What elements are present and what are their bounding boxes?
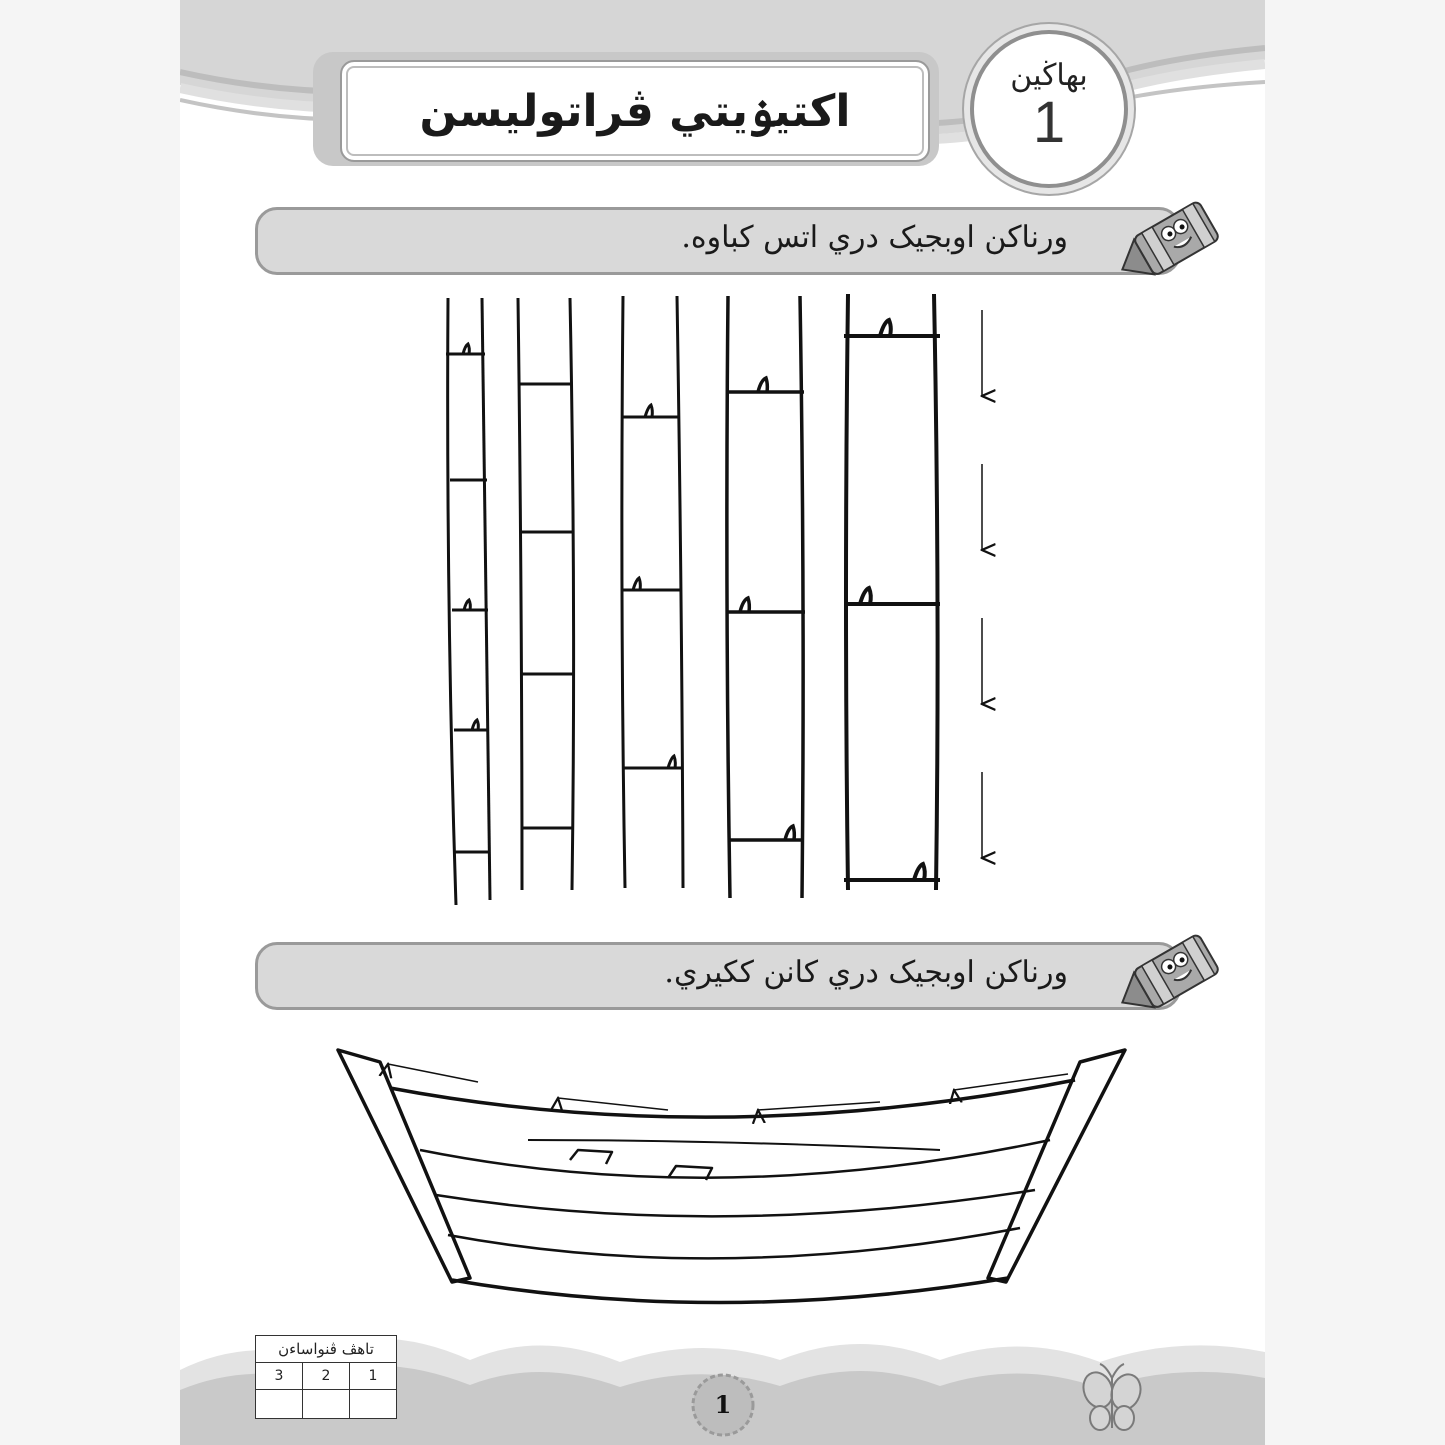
level-label: بهاڬين	[1010, 58, 1088, 93]
bamboo-stalk-2	[518, 298, 574, 890]
bamboo-stalk-5	[844, 294, 940, 890]
score-level-2: 2	[303, 1363, 350, 1390]
line-art	[180, 0, 1265, 1445]
page-number: 1	[714, 1390, 732, 1419]
score-table-title: تاهڤ ڤنواساءن	[256, 1336, 397, 1363]
score-table	[255, 1335, 397, 1419]
bamboo-stalk-4	[726, 296, 805, 898]
score-cell-2[interactable]	[303, 1390, 350, 1419]
boat-drawing	[338, 1050, 1125, 1303]
page-title: اكتيۏيتي ڤراتوليسن	[419, 85, 851, 137]
instruction-text-2: ورناكن اوبجيک دري كانن ككيري.	[664, 955, 1068, 990]
bamboo-stalk-3	[621, 296, 683, 888]
instruction-text-1: ورناكن اوبجيک دري اتس كباوه.	[681, 220, 1068, 255]
score-cell-1[interactable]	[350, 1390, 397, 1419]
level-number: 1	[1032, 90, 1066, 155]
bamboo-stalk-1	[446, 298, 490, 905]
score-level-3: 3	[256, 1363, 303, 1390]
worksheet-page	[180, 0, 1265, 1445]
score-cell-3[interactable]	[256, 1390, 303, 1419]
score-level-1: 1	[350, 1363, 397, 1390]
